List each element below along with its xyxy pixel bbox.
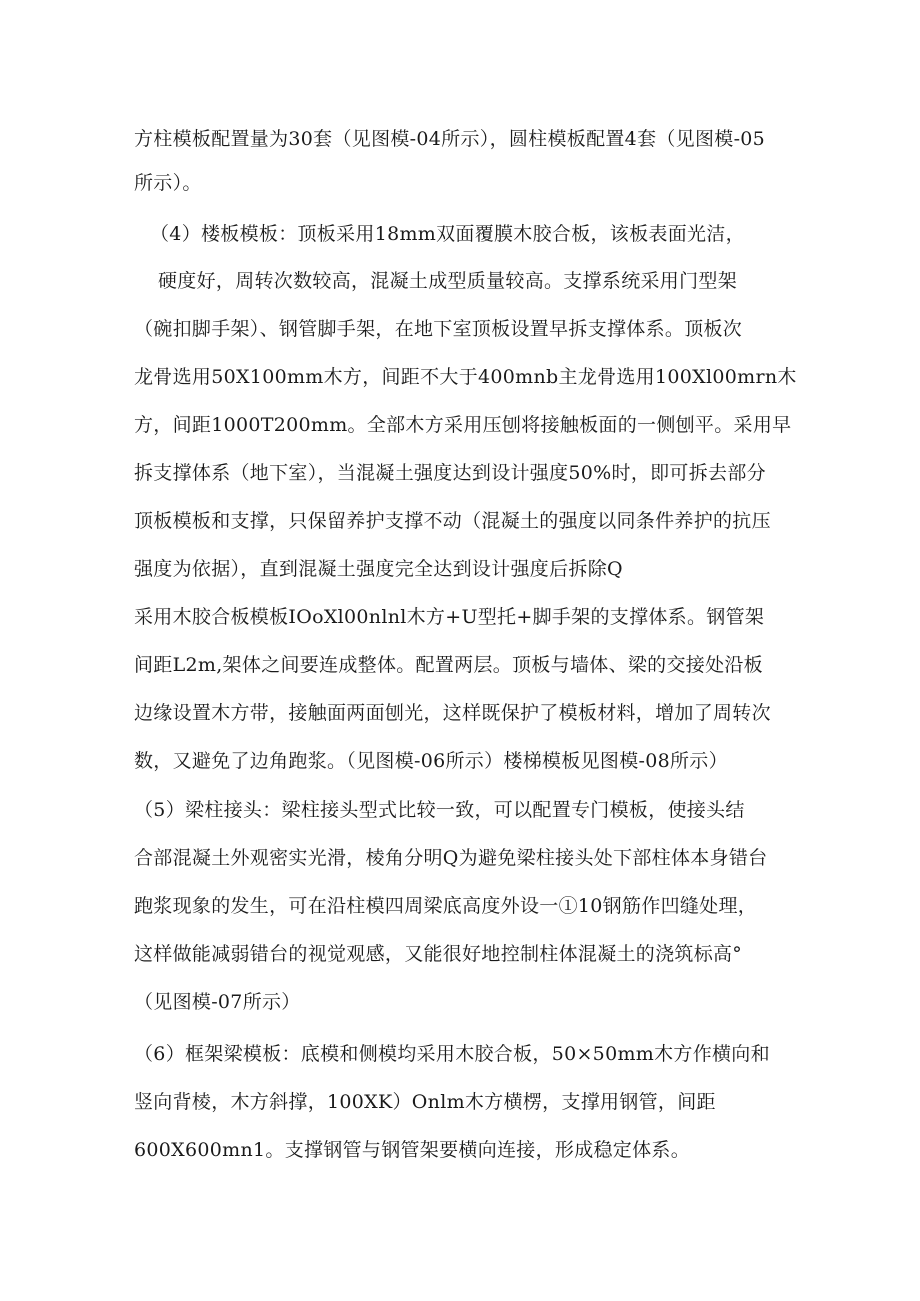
text-line-14: 数，又避免了边角跑浆。（见图模-06所示）楼梯模板见图模-08所示） [134, 750, 728, 772]
text-line-15: （5）梁柱接头：梁柱接头型式比较一致，可以配置专门模板，使接头结 [134, 799, 745, 821]
text-line-9: 顶板模板和支撑，只保留养护支撑不动（混凝土的强度以同条件养护的抗压 [134, 510, 771, 532]
text-line-7: 方，间距1000T200mm。全部木方采用压刨将接触板面的一侧刨平。采用早 [134, 414, 792, 436]
text-line-11: 采用木胶合板模板IOoXl00nlnl木方+U型托+脚手架的支撑体系。钢管架 [134, 606, 765, 628]
text-line-21: 竖向背棱，木方斜撑，100XK）Onlm木方横楞，支撑用钢管，间距 [134, 1091, 716, 1113]
text-line-3: （4）楼板模板：顶板采用18mm双面覆膜木胶合板，该板表面光洁， [150, 223, 745, 245]
text-line-4: 硬度好，周转次数较高，混凝土成型质量较高。支撑系统采用门型架 [158, 270, 738, 292]
text-line-10: 强度为依据），直到混凝土强度完全达到设计强度后拆除Q [134, 558, 623, 580]
text-line-5: （碗扣脚手架）、钢管脚手架，在地下室顶板设置早拆支撑体系。顶板次 [134, 318, 743, 340]
text-line-22: 600X600mn1。支撑钢管与钢管架要横向连接，形成稳定体系。 [134, 1139, 690, 1161]
text-line-13: 边缘设置木方带，接触面两面刨光，这样既保护了模板材料，增加了周转次 [134, 702, 771, 724]
text-line-17: 跑浆现象的发生，可在沿柱模四周梁底高度外设一①10钢筋作凹缝处理， [134, 895, 758, 917]
text-line-20: （6）框架梁模板：底模和侧模均采用木胶合板，50×50mm木方作横向和 [134, 1043, 770, 1065]
text-line-16: 合部混凝土外观密实光滑，棱角分明Q为避免梁柱接头处下部柱体本身错台 [134, 847, 768, 869]
text-line-6: 龙骨选用50X100mm木方，间距不大于400mnb主龙骨选用100Xl00mrn木 [134, 366, 797, 388]
text-line-19: （见图模-07所示） [134, 991, 301, 1013]
text-line-2: 所示）。 [134, 172, 202, 194]
text-line-12: 间距L2m,架体之间要连成整体。配置两层。顶板与墙体、梁的交接处沿板 [134, 654, 763, 676]
text-line-8: 拆支撑体系（地下室），当混凝土强度达到设计强度50%时，即可拆去部分 [134, 462, 766, 484]
text-line-1: 方柱模板配置量为30套（见图模-04所示），圆柱模板配置4套（见图模-05 [134, 128, 766, 150]
text-line-18: 这样做能减弱错台的视觉观感，又能很好地控制柱体混凝土的浇筑标高° [134, 943, 743, 965]
